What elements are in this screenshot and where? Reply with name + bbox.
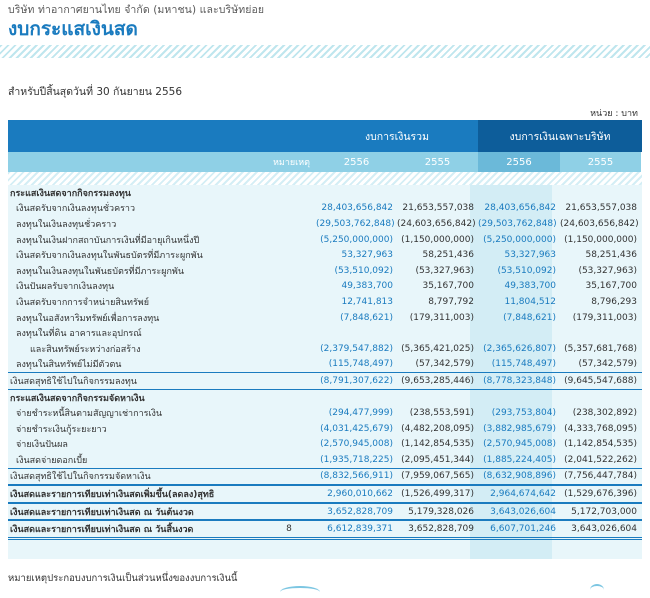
row-label: เงินสดและรายการเทียบเท่าเงินสด ณ วันสิ้นงวด [10,525,194,536]
row-value-c1: (294,477,999) [328,408,393,419]
row-value-c2: 8,797,792 [428,296,474,307]
table-row [8,185,642,201]
decorative-swoosh [280,586,320,598]
row-value-c2: (57,342,579) [415,359,474,370]
table-row [8,325,642,341]
row-label: จ่ายชำระเงินกู้ระยะยาว [16,424,107,435]
row-value-c4: 3,643,026,604 [571,524,637,535]
table-row [8,341,642,357]
row-value-c3: (293,753,804) [491,408,556,419]
row-value-c2: 58,251,436 [422,250,474,261]
row-value-c3: 2,964,674,642 [490,489,556,500]
row-label: จ่ายเงินปันผล [16,440,68,451]
row-label: เงินสดสุทธิใช้ไปในกิจกรรมจัดหาเงิน [10,472,151,483]
header-hatch-band [8,172,642,185]
row-label: เงินสดรับจากการจำหน่ายสินทรัพย์ [16,297,149,308]
table-row [8,294,642,310]
row-label: ลงทุนในสินทรัพย์ไม่มีตัวตน [16,360,122,371]
row-value-c1: (2,570,945,008) [320,439,393,450]
row-value-c2: (2,095,451,344) [401,454,474,465]
decorative-swoosh [590,584,604,596]
row-value-c3: 3,643,026,604 [490,506,556,517]
row-label: เงินปันผลรับจากเงินลงทุน [16,282,115,293]
table-row [8,468,642,486]
row-label: เงินสดจ่ายดอกเบี้ย [16,455,88,466]
row-value-c4: 5,172,703,000 [571,506,637,517]
table-row [8,201,642,217]
table-body [8,185,642,540]
row-value-c4: (238,302,892) [572,408,637,419]
row-label: ลงทุนในอสังหาริมทรัพย์เพื่อการลงทุน [16,313,160,324]
row-value-c2: 5,179,328,026 [408,506,474,517]
row-value-c1: 49,383,700 [341,281,393,292]
table-row [8,232,642,248]
row-value-c4: (53,327,963) [578,265,637,276]
row-value-c4: (5,357,681,768) [564,343,637,354]
row-value-c1: 53,327,963 [341,250,393,261]
row-value-c2: (4,482,208,095) [401,423,474,434]
row-label: เงินสดรับจากเงินลงทุนชั่วคราว [16,204,136,215]
row-value-c1: (4,031,425,679) [320,423,393,434]
row-label: กระแสเงินสดจากกิจกรรมจัดหาเงิน [10,393,145,404]
table-row [8,421,642,437]
row-value-c1: (5,250,000,000) [320,234,393,245]
row-value-c4: (1,529,676,396) [564,489,637,500]
row-value-c4: (9,645,547,688) [564,375,637,386]
row-value-c4: (7,756,447,784) [564,471,637,482]
row-value-c3: (53,510,092) [497,265,556,276]
table-row [8,263,642,279]
row-value-c4: (179,311,003) [572,312,637,323]
row-value-c2: (5,365,421,025) [401,343,474,354]
row-value-c3: 28,403,656,842 [484,203,556,214]
table-header-group-row [8,120,642,152]
row-label: ลงทุนในเงินลงทุนในพันธบัตรที่มีภาระผูกพัน [16,266,185,277]
row-value-c3: (29,503,762,848) [478,218,557,229]
row-value-c1: 28,403,656,842 [321,203,393,214]
row-value-c4: (57,342,579) [578,359,637,370]
row-value-c2: 21,653,557,038 [402,203,474,214]
footnote: หมายเหตุประกอบงบการเงินเป็นส่วนหนึ่งของงบการเงินนี้ [8,573,238,584]
row-value-c3: (3,882,985,679) [483,423,556,434]
row-value-c1: (115,748,497) [328,359,393,370]
row-value-c4: (2,041,522,262) [564,454,637,465]
company-name: บริษัท ท่าอากาศยานไทย จำกัด (มหาชน) และบริษัทย่อย [8,4,265,16]
row-value-c1: (29,503,762,848) [316,218,395,229]
row-label: เงินสดและรายการเทียบเท่าเงินสดเพิ่มขึ้น(ลดลง)สุทธิ [10,490,215,501]
row-value-c3: (8,778,323,848) [483,375,556,386]
row-label: ลงทุนในเงินลงทุนชั่วคราว [16,219,117,230]
row-value-c1: 12,741,813 [341,296,393,307]
row-value-c3: 49,383,700 [504,281,556,292]
table-row [8,372,642,390]
row-value-c3: (115,748,497) [491,359,556,370]
row-value-c2: (1,150,000,000) [401,234,474,245]
header-year-cons-2556: 2556 [316,152,397,172]
row-value-c4: 35,167,700 [585,281,637,292]
unit-label: หน่วย : บาท [590,109,638,119]
row-value-c4: 21,653,557,038 [565,203,637,214]
table-row [8,279,642,295]
row-label: เงินสดรับจากเงินลงทุนในพันธบัตรที่มีภาระผูกพัน [16,251,203,262]
table-row [8,520,642,540]
row-value-c2: (53,327,963) [415,265,474,276]
table-row [8,357,642,373]
row-label: ลงทุนในเงินฝากสถาบันการเงินที่มีอายุเกินหนึ่งปี [16,235,200,246]
row-value-c4: (24,603,656,842) [560,218,639,229]
header-hatch-divider [0,45,650,58]
row-value-c1: (7,848,621) [340,312,393,323]
row-value-c3: 6,607,701,246 [490,524,556,535]
row-value-c2: (179,311,003) [409,312,474,323]
table-row [8,503,642,521]
row-value-c1: (8,832,566,911) [320,471,393,482]
row-value-c4: (4,333,768,095) [564,423,637,434]
row-value-c2: 35,167,700 [422,281,474,292]
row-value-c3: (1,885,224,405) [483,454,556,465]
cash-flow-table [8,120,642,540]
header-year-cons-2555: 2555 [397,152,478,172]
table-header-year-row [8,152,642,172]
row-value-c2: (9,653,285,446) [401,375,474,386]
header-year-sep-2556: 2556 [478,152,560,172]
header-note: หมายเหตุ [222,152,316,172]
row-value-c2: (7,959,067,565) [401,471,474,482]
row-value-c4: 8,796,293 [591,296,637,307]
row-value-c2: 3,652,828,709 [408,524,474,535]
row-value-c4: (1,142,854,535) [564,439,637,450]
table-row [8,310,642,326]
table-row [8,216,642,232]
row-label: กระแสเงินสดจากกิจกรรมลงทุน [10,188,131,199]
row-value-c2: (238,553,591) [409,408,474,419]
row-label: ลงทุนในที่ดิน อาคารและอุปกรณ์ [16,329,142,340]
header-year-sep-2555: 2555 [560,152,641,172]
table-row [8,452,642,468]
row-value-c3: (2,365,626,807) [483,343,556,354]
header-separate: งบการเงินเฉพาะบริษัท [478,120,642,152]
row-value-c1: (1,935,718,225) [320,454,393,465]
row-value-c1: 6,612,839,371 [327,524,393,535]
table-row [8,405,642,421]
row-value-c1: 3,652,828,709 [327,506,393,517]
row-value-c1: 2,960,010,662 [327,489,393,500]
row-value-c3: (7,848,621) [503,312,556,323]
row-value-c3: (2,570,945,008) [483,439,556,450]
period-caption: สำหรับปีสิ้นสุดวันที่ 30 กันยายน 2556 [8,86,183,98]
row-note: 8 [286,524,292,535]
table-row [8,390,642,406]
row-label: จ่ายชำระหนี้สินตามสัญญาเช่าการเงิน [16,409,163,420]
row-value-c4: (1,150,000,000) [564,234,637,245]
table-row [8,247,642,263]
row-value-c1: (8,791,307,622) [320,375,393,386]
page-title: งบกระแสเงินสด [8,18,138,40]
row-value-c2: (24,603,656,842) [397,218,476,229]
row-value-c1: (53,510,092) [334,265,393,276]
row-value-c3: (5,250,000,000) [483,234,556,245]
row-value-c3: 53,327,963 [504,250,556,261]
row-label: และสินทรัพย์ระหว่างก่อสร้าง [30,344,141,355]
row-label: เงินสดสุทธิใช้ไปในกิจกรรมลงทุน [10,376,137,387]
row-value-c3: (8,632,908,896) [483,471,556,482]
row-value-c2: (1,526,499,317) [401,489,474,500]
row-value-c1: (2,379,547,882) [320,343,393,354]
row-label: เงินสดและรายการเทียบเท่าเงินสด ณ วันต้นงวด [10,507,194,518]
row-value-c4: 58,251,436 [585,250,637,261]
row-value-c3: 11,804,512 [504,296,556,307]
row-value-c2: (1,142,854,535) [401,439,474,450]
header-consolidated: งบการเงินรวม [316,120,478,152]
table-row [8,437,642,453]
table-row [8,485,642,503]
